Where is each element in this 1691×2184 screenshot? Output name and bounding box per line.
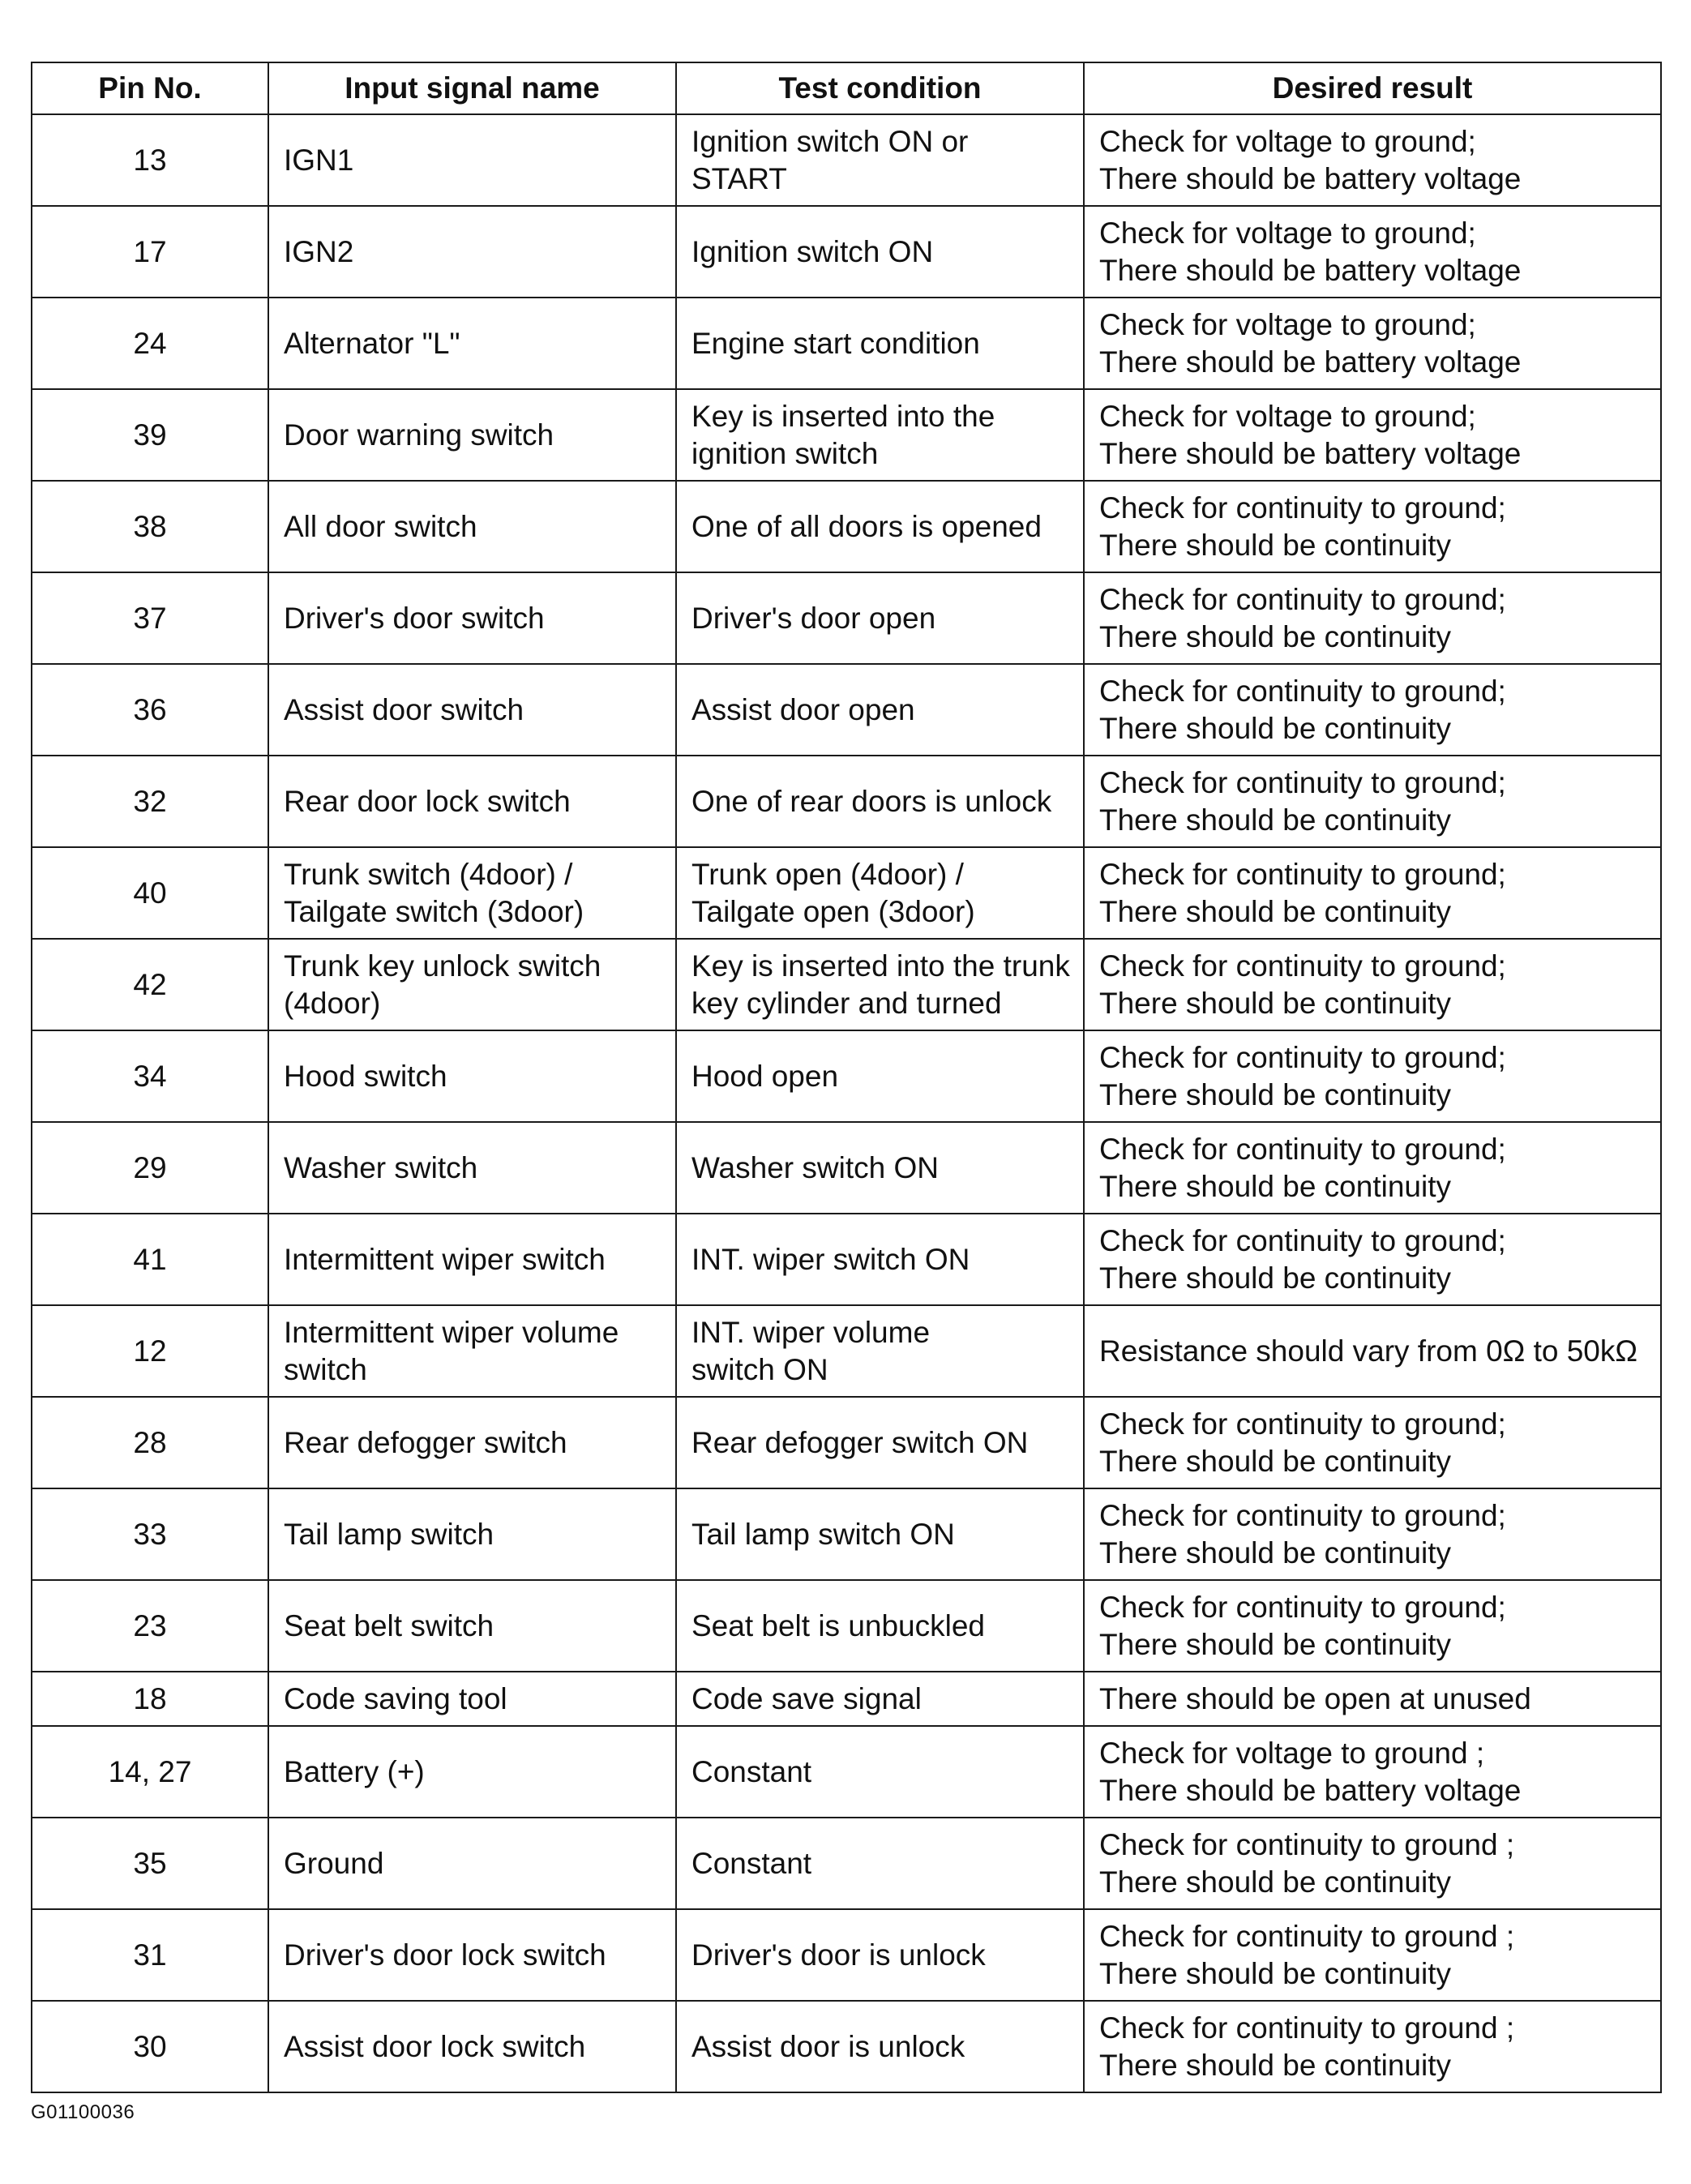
test-condition-line: Seat belt is unbuckled (691, 1608, 986, 1642)
desired-result-line: There should be continuity (1099, 1169, 1451, 1203)
signal-name-line: Battery (+) (284, 1754, 425, 1788)
signal-name-line: Trunk key unlock switch (284, 949, 601, 983)
table-row (32, 572, 1661, 664)
desired-result-line: There should be continuity (1099, 528, 1451, 562)
desired-result-cell (1084, 664, 1661, 756)
header-pin-no: Pin No. (32, 62, 268, 114)
table-row (32, 298, 1661, 389)
desired-result-line: There should be continuity (1099, 1627, 1451, 1661)
test-condition-cell (676, 1305, 1084, 1397)
test-condition-line: Key is inserted into the (691, 399, 995, 433)
desired-result-cell (1084, 389, 1661, 481)
desired-result-line: There should be continuity (1099, 894, 1451, 928)
desired-result-line: Resistance should vary from 0Ω to 50kΩ (1099, 1334, 1638, 1368)
desired-result-line: There should be battery voltage (1099, 345, 1522, 379)
signal-name-cell (268, 1818, 676, 1909)
signal-name-line: Hood switch (284, 1059, 447, 1093)
pin-number-cell: 35 (32, 1818, 268, 1909)
desired-result-cell (1084, 298, 1661, 389)
signal-name-cell (268, 1909, 676, 2001)
test-condition-cell (676, 298, 1084, 389)
signal-name-cell (268, 481, 676, 572)
signal-name-cell (268, 1726, 676, 1818)
desired-result-line: There should be continuity (1099, 2048, 1451, 2082)
test-condition-cell (676, 572, 1084, 664)
signal-name-cell (268, 389, 676, 481)
pin-number-cell: 13 (32, 114, 268, 206)
figure-code: G01100036 (31, 2101, 135, 2123)
test-condition-line: Ignition switch ON or (691, 124, 969, 158)
signal-name-cell (268, 1214, 676, 1305)
signal-name-cell (268, 2001, 676, 2092)
test-condition-cell (676, 847, 1084, 939)
desired-result-line: Check for continuity to ground; (1099, 1590, 1506, 1624)
desired-result-line: Check for continuity to ground; (1099, 1498, 1506, 1532)
signal-name-cell (268, 1305, 676, 1397)
table-row (32, 1305, 1661, 1397)
desired-result-line: Check for voltage to ground; (1099, 216, 1476, 250)
desired-result-line: There should be continuity (1099, 1535, 1451, 1569)
table-row (32, 1580, 1661, 1672)
desired-result-cell (1084, 756, 1661, 847)
table-row (32, 756, 1661, 847)
desired-result-line: There should be battery voltage (1099, 253, 1522, 287)
desired-result-line: Check for continuity to ground; (1099, 490, 1506, 525)
signal-name-cell (268, 756, 676, 847)
signal-name-line: Assist door switch (284, 692, 524, 726)
signal-name-cell (268, 206, 676, 298)
pin-number-cell: 32 (32, 756, 268, 847)
desired-result-cell (1084, 481, 1661, 572)
desired-result-cell (1084, 1672, 1661, 1726)
test-condition-line: Constant (691, 1846, 812, 1880)
table-row (32, 1397, 1661, 1488)
signal-name-line: Intermittent wiper volume (284, 1315, 619, 1349)
table-row (32, 939, 1661, 1030)
test-condition-line: INT. wiper switch ON (691, 1242, 970, 1276)
desired-result-line: There should be continuity (1099, 1077, 1451, 1111)
test-condition-line: key cylinder and turned (691, 986, 1002, 1020)
test-condition-line: START (691, 161, 787, 195)
desired-result-line: Check for voltage to ground; (1099, 399, 1476, 433)
pin-number-cell: 24 (32, 298, 268, 389)
test-condition-line: Driver's door is unlock (691, 1938, 986, 1972)
desired-result-line: Check for voltage to ground; (1099, 124, 1476, 158)
test-condition-cell (676, 1672, 1084, 1726)
pin-check-table (31, 62, 1662, 2093)
desired-result-cell (1084, 1305, 1661, 1397)
signal-name-cell (268, 664, 676, 756)
table-row (32, 481, 1661, 572)
test-condition-cell (676, 1397, 1084, 1488)
table-row (32, 389, 1661, 481)
test-condition-line: Tailgate open (3door) (691, 894, 975, 928)
desired-result-cell (1084, 1909, 1661, 2001)
test-condition-cell (676, 1488, 1084, 1580)
table-row (32, 664, 1661, 756)
signal-name-cell (268, 1030, 676, 1122)
signal-name-line: Ground (284, 1846, 384, 1880)
test-condition-line: Tail lamp switch ON (691, 1517, 955, 1551)
desired-result-line: There should be battery voltage (1099, 161, 1522, 195)
signal-name-line: switch (284, 1352, 367, 1386)
pin-number-cell: 39 (32, 389, 268, 481)
header-input-signal-name: Input signal name (268, 62, 676, 114)
desired-result-cell (1084, 1818, 1661, 1909)
test-condition-line: Washer switch ON (691, 1150, 939, 1184)
test-condition-cell (676, 1909, 1084, 2001)
desired-result-cell (1084, 1122, 1661, 1214)
signal-name-line: Door warning switch (284, 418, 554, 452)
desired-result-line: Check for continuity to ground; (1099, 857, 1506, 891)
desired-result-cell (1084, 1214, 1661, 1305)
desired-result-line: There should be continuity (1099, 1956, 1451, 1990)
signal-name-line: Tail lamp switch (284, 1517, 494, 1551)
pin-number-cell: 30 (32, 2001, 268, 2092)
table-row (32, 1122, 1661, 1214)
test-condition-line: ignition switch (691, 436, 879, 470)
signal-name-line: Rear defogger switch (284, 1425, 567, 1459)
desired-result-cell (1084, 1488, 1661, 1580)
test-condition-cell (676, 114, 1084, 206)
desired-result-line: Check for continuity to ground ; (1099, 1827, 1515, 1861)
signal-name-line: Driver's door lock switch (284, 1938, 606, 1972)
pin-number-cell: 38 (32, 481, 268, 572)
test-condition-cell (676, 481, 1084, 572)
test-condition-line: Code save signal (691, 1681, 922, 1715)
signal-name-line: Trunk switch (4door) / (284, 857, 573, 891)
table-row (32, 1726, 1661, 1818)
desired-result-cell (1084, 939, 1661, 1030)
desired-result-cell (1084, 114, 1661, 206)
pin-number-cell: 12 (32, 1305, 268, 1397)
table-row (32, 1030, 1661, 1122)
signal-name-cell (268, 1580, 676, 1672)
test-condition-line: One of all doors is opened (691, 509, 1042, 543)
desired-result-cell (1084, 1726, 1661, 1818)
table-row (32, 1909, 1661, 2001)
test-condition-line: Rear defogger switch ON (691, 1425, 1029, 1459)
desired-result-line: There should be open at unused (1099, 1681, 1531, 1715)
desired-result-line: Check for continuity to ground; (1099, 765, 1506, 799)
desired-result-line: There should be battery voltage (1099, 1773, 1522, 1807)
table-row (32, 1818, 1661, 1909)
pin-number-cell: 17 (32, 206, 268, 298)
pin-number-cell: 33 (32, 1488, 268, 1580)
signal-name-line: Rear door lock switch (284, 784, 571, 818)
desired-result-line: There should be battery voltage (1099, 436, 1522, 470)
test-condition-cell (676, 1214, 1084, 1305)
signal-name-line: All door switch (284, 509, 477, 543)
test-condition-line: Trunk open (4door) / (691, 857, 964, 891)
test-condition-cell (676, 2001, 1084, 2092)
desired-result-cell (1084, 2001, 1661, 2092)
test-condition-line: Constant (691, 1754, 812, 1788)
pin-number-cell: 36 (32, 664, 268, 756)
desired-result-line: There should be continuity (1099, 711, 1451, 745)
desired-result-line: Check for voltage to ground; (1099, 307, 1476, 341)
pin-number-cell: 29 (32, 1122, 268, 1214)
pin-number-cell: 37 (32, 572, 268, 664)
table-row (32, 1214, 1661, 1305)
desired-result-line: Check for voltage to ground ; (1099, 1736, 1485, 1770)
signal-name-line: Alternator "L" (284, 326, 460, 360)
desired-result-line: Check for continuity to ground; (1099, 1132, 1506, 1166)
test-condition-cell (676, 1818, 1084, 1909)
test-condition-cell (676, 389, 1084, 481)
header-test-condition: Test condition (676, 62, 1084, 114)
pin-number-cell: 42 (32, 939, 268, 1030)
signal-name-cell (268, 1122, 676, 1214)
test-condition-cell (676, 664, 1084, 756)
desired-result-line: There should be continuity (1099, 986, 1451, 1020)
signal-name-cell (268, 1397, 676, 1488)
signal-name-line: IGN2 (284, 234, 354, 268)
signal-name-line: Tailgate switch (3door) (284, 894, 584, 928)
pin-number-cell: 28 (32, 1397, 268, 1488)
signal-name-line: Intermittent wiper switch (284, 1242, 606, 1276)
signal-name-cell (268, 572, 676, 664)
test-condition-line: Driver's door open (691, 601, 936, 635)
desired-result-line: There should be continuity (1099, 619, 1451, 653)
test-condition-line: Ignition switch ON (691, 234, 934, 268)
signal-name-line: (4door) (284, 986, 381, 1020)
test-condition-line: One of rear doors is unlock (691, 784, 1052, 818)
test-condition-line: switch ON (691, 1352, 828, 1386)
desired-result-cell (1084, 572, 1661, 664)
desired-result-line: Check for continuity to ground ; (1099, 1919, 1515, 1953)
signal-name-cell (268, 298, 676, 389)
test-condition-line: Engine start condition (691, 326, 980, 360)
test-condition-cell (676, 1030, 1084, 1122)
desired-result-line: Check for continuity to ground; (1099, 674, 1506, 708)
header-desired-result: Desired result (1084, 62, 1661, 114)
signal-name-line: IGN1 (284, 143, 354, 177)
table-header-row (32, 62, 1661, 114)
signal-name-line: Driver's door switch (284, 601, 545, 635)
table-row (32, 847, 1661, 939)
desired-result-line: There should be continuity (1099, 1261, 1451, 1295)
table-row (32, 206, 1661, 298)
pin-number-cell: 41 (32, 1214, 268, 1305)
desired-result-cell (1084, 1580, 1661, 1672)
desired-result-line: Check for continuity to ground; (1099, 1407, 1506, 1441)
signal-name-line: Assist door lock switch (284, 2029, 586, 2063)
pin-number-cell: 31 (32, 1909, 268, 2001)
table-row (32, 1672, 1661, 1726)
desired-result-line: Check for continuity to ground; (1099, 1040, 1506, 1074)
pin-number-cell: 18 (32, 1672, 268, 1726)
signal-name-cell (268, 114, 676, 206)
pin-number-cell: 14, 27 (32, 1726, 268, 1818)
test-condition-line: INT. wiper volume (691, 1315, 931, 1349)
desired-result-line: Check for continuity to ground; (1099, 582, 1506, 616)
pin-number-cell: 34 (32, 1030, 268, 1122)
test-condition-cell (676, 1726, 1084, 1818)
test-condition-cell (676, 756, 1084, 847)
pin-number-cell: 23 (32, 1580, 268, 1672)
signal-name-cell (268, 1672, 676, 1726)
desired-result-line: There should be continuity (1099, 1444, 1451, 1478)
desired-result-line: Check for continuity to ground ; (1099, 2011, 1515, 2045)
desired-result-line: There should be continuity (1099, 803, 1451, 837)
signal-name-line: Washer switch (284, 1150, 478, 1184)
table-row (32, 114, 1661, 206)
desired-result-cell (1084, 206, 1661, 298)
test-condition-cell (676, 1580, 1084, 1672)
test-condition-cell (676, 939, 1084, 1030)
table-body (32, 114, 1661, 2092)
desired-result-line: Check for continuity to ground; (1099, 1223, 1506, 1257)
desired-result-line: There should be continuity (1099, 1865, 1451, 1899)
desired-result-line: Check for continuity to ground; (1099, 949, 1506, 983)
test-condition-line: Hood open (691, 1059, 839, 1093)
test-condition-line: Assist door open (691, 692, 915, 726)
signal-name-cell (268, 939, 676, 1030)
signal-name-line: Code saving tool (284, 1681, 507, 1715)
table-row (32, 1488, 1661, 1580)
test-condition-line: Key is inserted into the trunk (691, 949, 1070, 983)
test-condition-line: Assist door is unlock (691, 2029, 965, 2063)
test-condition-cell (676, 1122, 1084, 1214)
table-row (32, 2001, 1661, 2092)
pin-number-cell: 40 (32, 847, 268, 939)
desired-result-cell (1084, 1030, 1661, 1122)
signal-name-cell (268, 1488, 676, 1580)
desired-result-cell (1084, 847, 1661, 939)
desired-result-cell (1084, 1397, 1661, 1488)
signal-name-cell (268, 847, 676, 939)
signal-name-line: Seat belt switch (284, 1608, 494, 1642)
test-condition-cell (676, 206, 1084, 298)
